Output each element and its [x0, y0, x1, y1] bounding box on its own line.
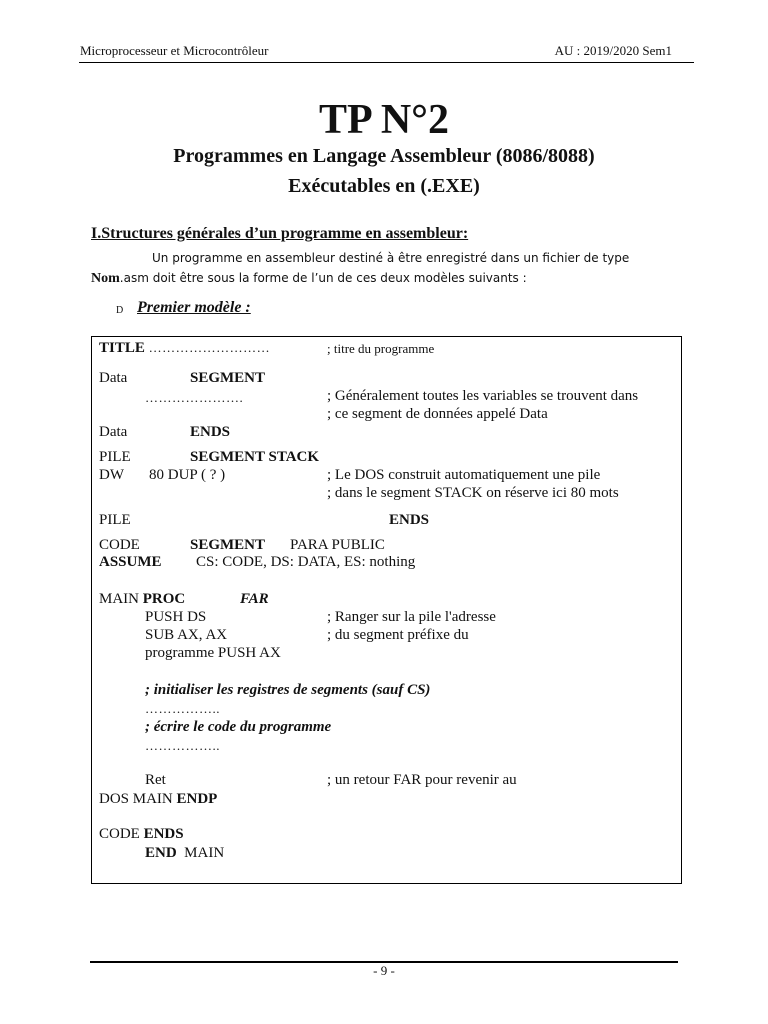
- pile-end-label: PILE: [99, 512, 131, 528]
- assume-keyword: ASSUME: [99, 554, 162, 570]
- data-comment-1: ; Généralement toutes les variables se trouvent dans: [327, 388, 639, 404]
- intro-paragraph-line1: Un programme en assembleur destiné à être enregistré dans un fichier de type: [152, 251, 630, 265]
- code-ends-line: [99, 825, 184, 843]
- code-line-title: [99, 339, 270, 357]
- page-number: - 9 -: [373, 963, 395, 978]
- title-comment: ; titre du programme: [327, 341, 435, 356]
- code-end-label: CODE: [99, 826, 140, 842]
- intro-paragraph-rest: .asm doit être sous la forme de l’un de ces deux modèles suivants :: [119, 271, 527, 285]
- header-left: Microprocesseur et Microcontrôleur: [80, 43, 269, 58]
- sub-comment: ; du segment préfixe du: [327, 627, 469, 643]
- pile-comment-2: ; dans le segment STACK on réserve ici 80 mots: [327, 485, 619, 501]
- proc-keyword: PROC: [142, 591, 186, 607]
- far-keyword: FAR: [240, 591, 269, 607]
- data-comment-2: ; ce segment de données appelé Data: [327, 406, 548, 422]
- title-dots: ………………………: [148, 340, 271, 355]
- code-segment-keyword: SEGMENT: [190, 537, 266, 553]
- subtitle-2: Exécutables en (.EXE): [288, 175, 480, 197]
- data-end-label: Data: [99, 424, 128, 440]
- dots-1: ……………..: [145, 701, 220, 716]
- pile-ends-keyword: ENDS: [389, 512, 430, 528]
- title-keyword: TITLE: [99, 340, 145, 356]
- main-label: MAIN: [99, 591, 139, 607]
- pile-label: PILE: [99, 449, 131, 465]
- data-ends-keyword: ENDS: [190, 424, 231, 440]
- init-comment: ; initialiser les registres de segments (sauf CS): [145, 682, 431, 698]
- section-heading: I.Structures générales d’un programme en assembleur:: [91, 225, 469, 242]
- end-main-line: [145, 844, 224, 862]
- para-public: PARA PUBLIC: [290, 537, 385, 553]
- header-rule: [79, 62, 694, 63]
- dots-2: ……………..: [145, 738, 220, 753]
- subtitle-1: Programmes en Langage Assembleur (8086/8088): [173, 145, 595, 167]
- bullet-icon: D: [116, 305, 124, 316]
- dos-main: DOS MAIN: [99, 791, 173, 807]
- ret-instruction: Ret: [145, 772, 166, 788]
- data-label: Data: [99, 370, 128, 386]
- code-label: CODE: [99, 537, 140, 553]
- pile-segment-stack: SEGMENT STACK: [190, 449, 320, 465]
- push-ds: PUSH DS: [145, 609, 207, 625]
- code-ends-keyword: ENDS: [143, 826, 184, 842]
- push-comment: ; Ranger sur la pile l'adresse: [327, 609, 496, 625]
- end-keyword: END: [145, 845, 177, 861]
- page-title: TP N°2: [319, 97, 449, 143]
- endp-line: [99, 790, 217, 808]
- intro-paragraph-line2: [91, 271, 527, 287]
- program-push-ax: programme PUSH AX: [145, 645, 281, 661]
- data-dots: ………………….: [145, 390, 244, 405]
- dw-keyword: DW: [99, 467, 124, 483]
- endp-keyword: ENDP: [176, 791, 218, 807]
- end-main-label: MAIN: [184, 845, 225, 861]
- assume-args: CS: CODE, DS: DATA, ES: nothing: [196, 554, 416, 570]
- ret-comment: ; un retour FAR pour revenir au: [327, 772, 517, 788]
- model-heading: Premier modèle :: [137, 299, 251, 316]
- write-comment: ; écrire le code du programme: [145, 719, 332, 735]
- data-segment-keyword: SEGMENT: [190, 370, 266, 386]
- header-right: AU : 2019/2020 Sem1: [554, 43, 672, 58]
- main-proc-line: [99, 590, 185, 608]
- sub-ax: SUB AX, AX: [145, 627, 228, 643]
- pile-comment-1: ; Le DOS construit automatiquement une pile: [327, 467, 601, 483]
- dup-expression: 80 DUP ( ? ): [149, 467, 226, 483]
- nom-label: Nom: [91, 271, 120, 286]
